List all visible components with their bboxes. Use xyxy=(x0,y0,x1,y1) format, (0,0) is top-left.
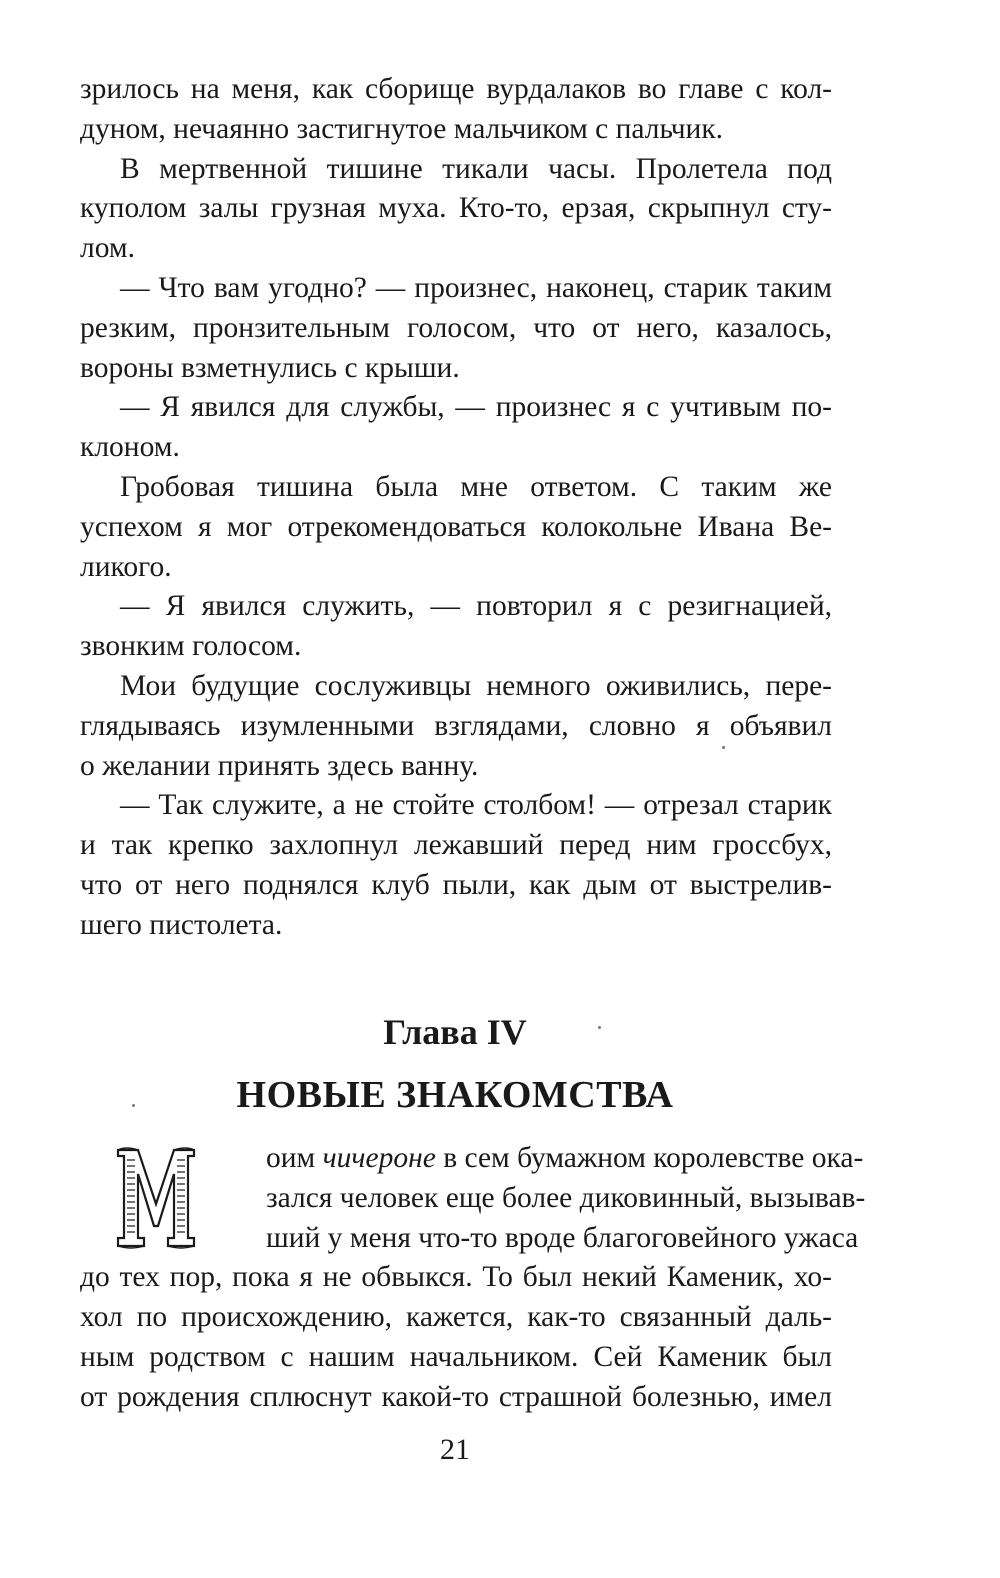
text-line: зался человек еще более диковинный, вызывав- xyxy=(266,1181,866,1214)
text-line: лом. xyxy=(80,232,135,265)
text-line: В мертвенной тишине тикали часы. Пролетела под xyxy=(120,152,832,185)
text-line: куполом залы грузная муха. Кто-то, ерзая, скрыпнул сту- xyxy=(80,192,832,225)
scan-speck xyxy=(132,1104,135,1107)
text-line: — Я явился служить, — повторил я с резигнацией, xyxy=(120,590,832,623)
text-line: — Что вам угодно? — произнес, наконец, старик таким xyxy=(120,271,832,304)
text-fragment: оим xyxy=(266,1142,323,1174)
scan-speck xyxy=(598,1026,601,1029)
text-line: дуном, нечаянно застигнутое мальчиком с пальчик. xyxy=(80,112,724,145)
text-line: о желании принять здесь ванну. xyxy=(80,749,479,782)
text-line: — Так служите, а не стойте столбом! — отрезал старик xyxy=(120,789,832,822)
text-line: глядываясь изумленными взглядами, словно я объявил xyxy=(80,709,832,742)
text-line: успехом я мог отрекомендоваться колокольне Ивана Ве- xyxy=(80,510,832,543)
drop-cap-paragraph xyxy=(80,1139,866,1418)
text-line: до тех пор, пока я не обвыкся. То был некий Каменик, хо- xyxy=(80,1261,832,1294)
text-line: ным родством с нашим начальником. Сей Каменик был xyxy=(80,1340,832,1373)
text-line xyxy=(80,1139,864,1179)
text-line: клоном. xyxy=(80,431,180,464)
text-line: Гробовая тишина была мне ответом. С таким же xyxy=(120,470,832,503)
body-text-top xyxy=(80,70,832,946)
page-number: 21 xyxy=(440,1433,470,1466)
text-line: ликого. xyxy=(80,550,172,583)
text-line: ший у меня что-то вроде благоговейного ужаса xyxy=(266,1221,859,1254)
chapter-title: НОВЫЕ ЗНАКОМСТВА xyxy=(236,1074,674,1116)
scan-speck xyxy=(722,746,725,749)
text-line: Мои будущие сослуживцы немного оживились, пере- xyxy=(120,669,832,702)
text-line: что от него поднялся клуб пыли, как дым от выстрелив- xyxy=(80,868,832,901)
text-line: от рождения сплюснут какой-то страшной болезнью, имел xyxy=(80,1380,832,1413)
text-line: звонким голосом. xyxy=(80,630,302,663)
chapter-number: Глава IV xyxy=(383,1012,527,1052)
text-fragment: в сем бумажном королевстве ока- xyxy=(435,1142,864,1174)
text-line: хол по происхождению, кажется, как-то связанный даль- xyxy=(80,1301,832,1334)
text-line: — Я явился для службы, — произнес я с учтивым по- xyxy=(120,391,832,424)
italic-word: чичероне xyxy=(322,1142,436,1174)
text-line: зрилось на меня, как сборище вурдалаков во главе с кол- xyxy=(80,73,832,105)
text-line: резким, пронзительным голосом, что от него, казалось, xyxy=(80,311,832,344)
text-line: вороны взметнулись с крыши. xyxy=(80,351,460,384)
text-line: шего пистолета. xyxy=(80,908,283,941)
text-line: и так крепко захлопнул лежавший перед ним гроссбух, xyxy=(80,829,832,862)
